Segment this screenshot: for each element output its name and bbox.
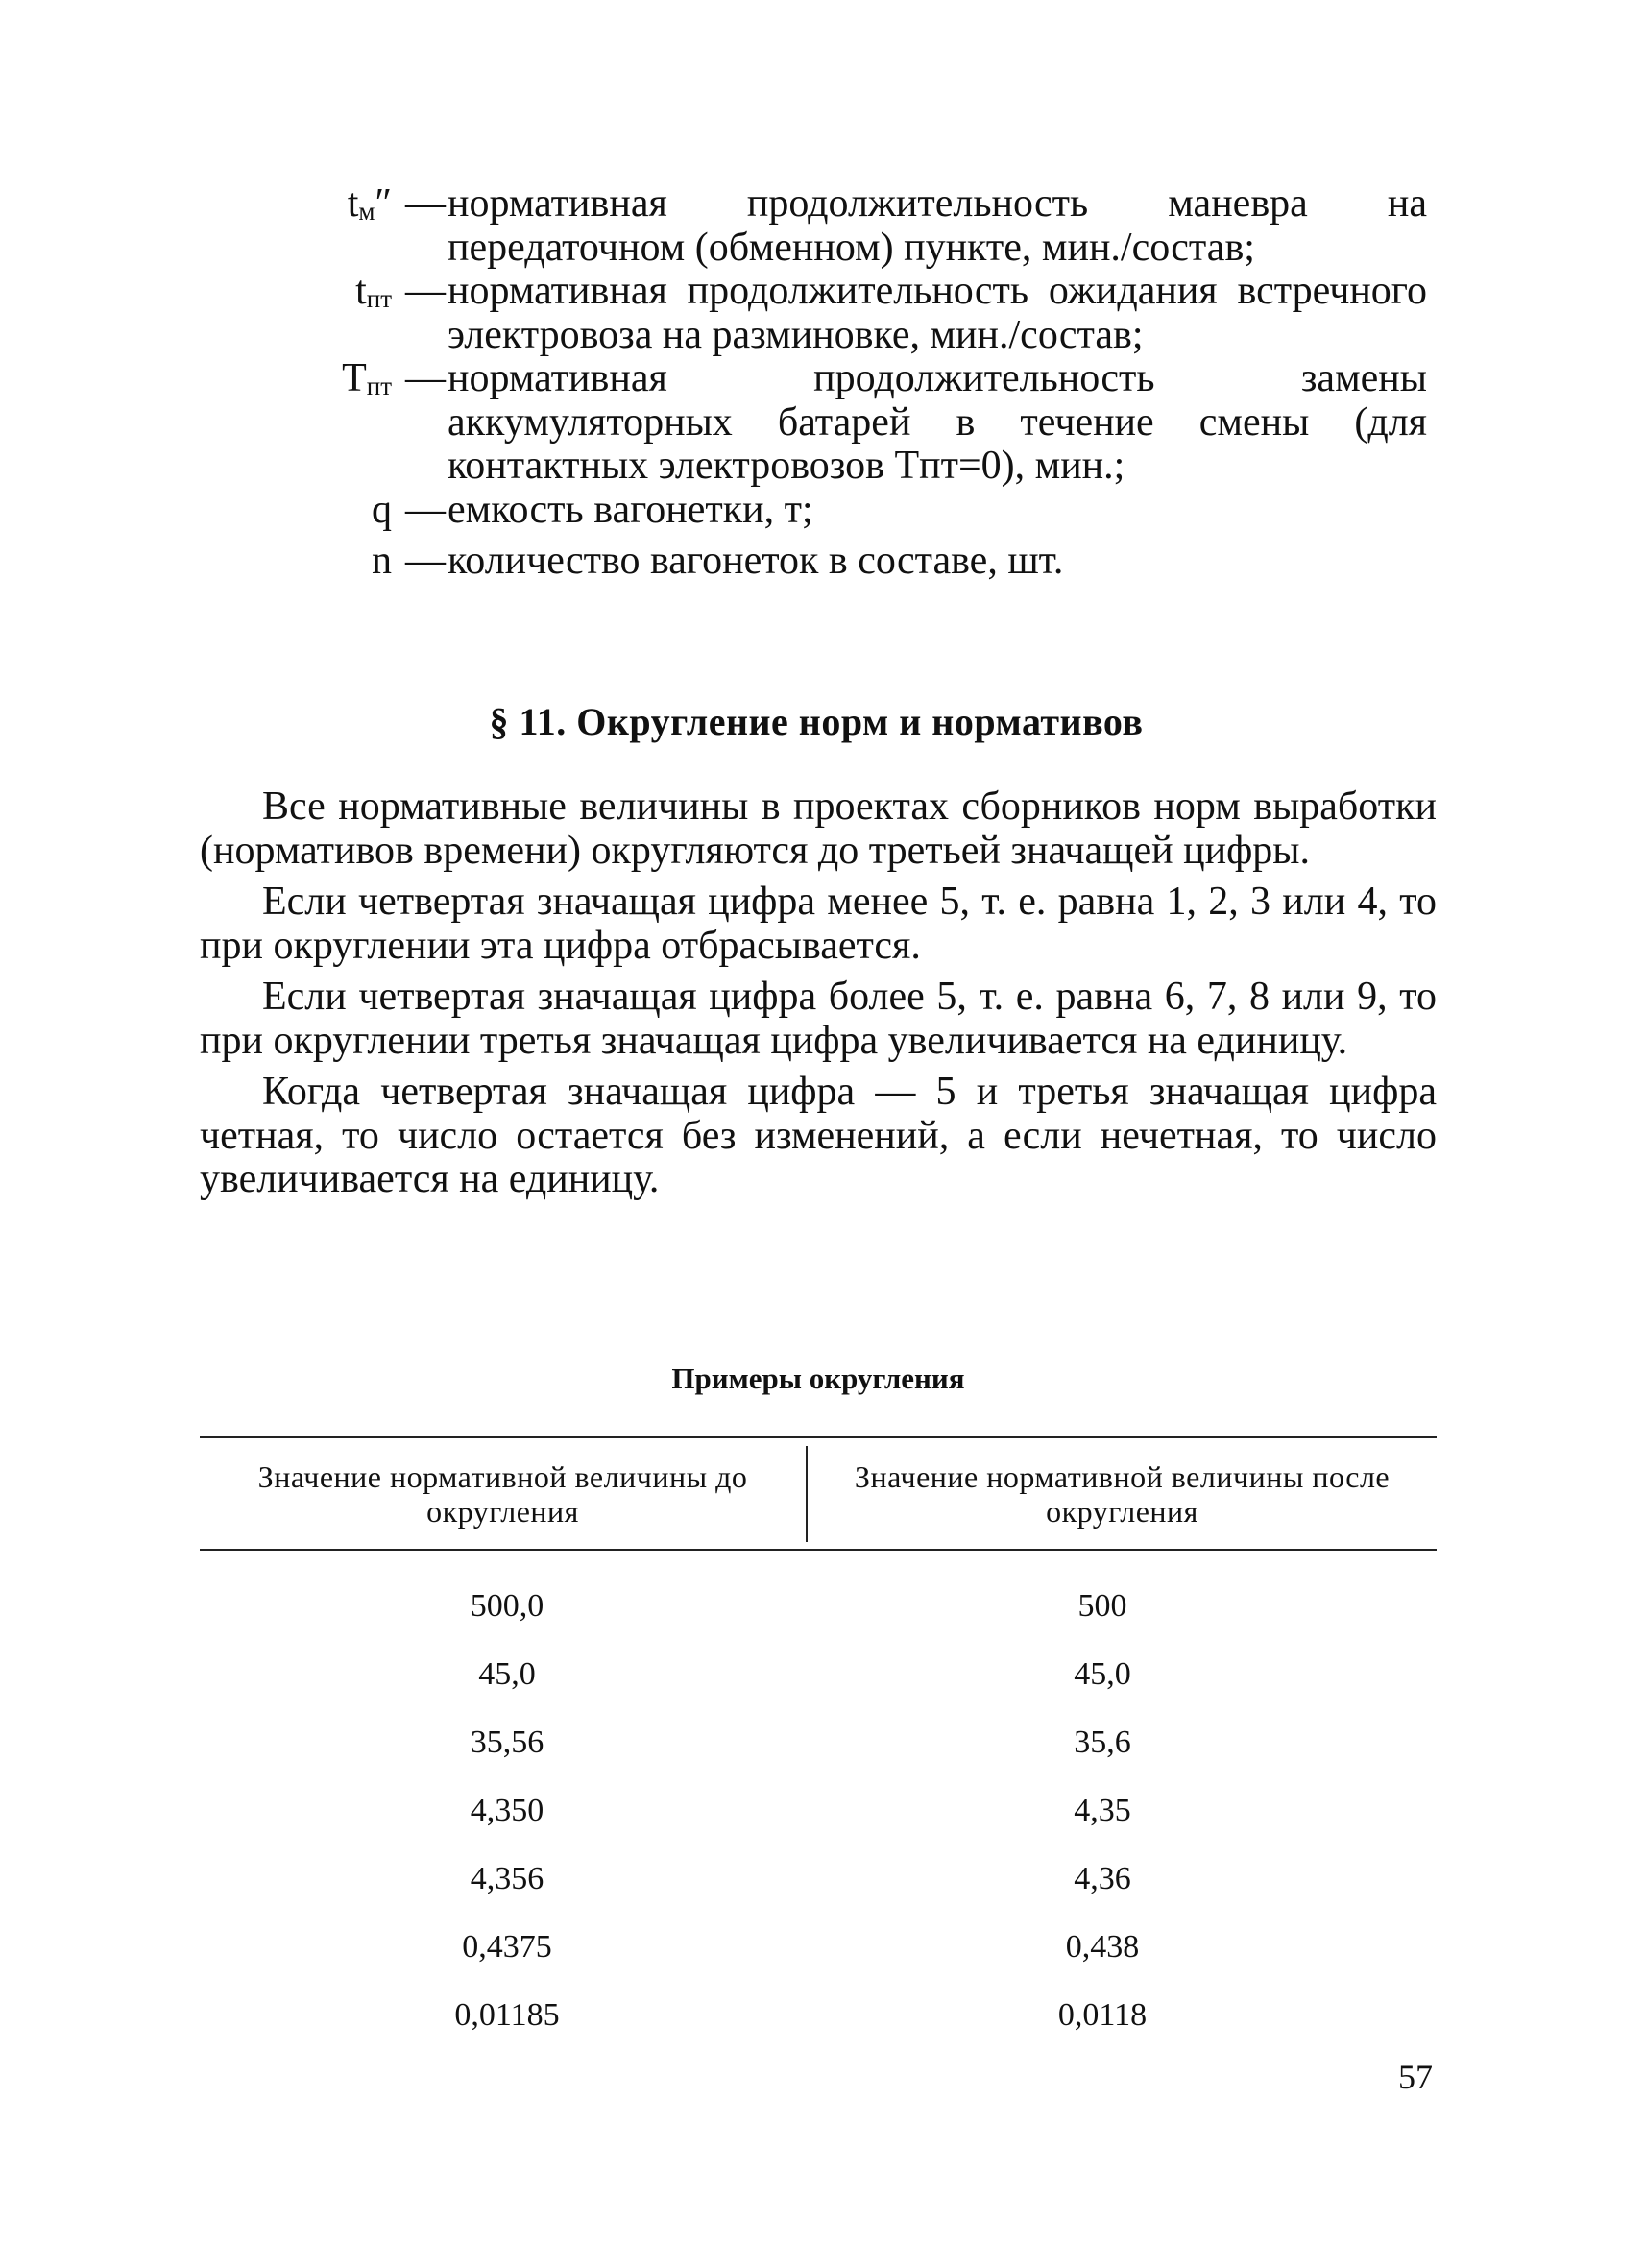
value-before: 0,01185 [454,1996,560,2033]
section-title: § 11. Округление норм и нормативов [489,700,1144,743]
table-row [200,1640,1437,1708]
table-row [200,1845,1437,1913]
value-before: 500,0 [470,1587,544,1624]
paragraph: Когда четвертая значащая цифра — 5 и третья значащая цифра четная, то число остается без изменений, а если нечетная, то число увеличивается на единицу. [200,1070,1437,1201]
definition-symbol: q [372,487,392,532]
definition-row [307,182,1440,270]
definition-dash: — [405,539,446,583]
definition-text: емкость вагонетки, т; [448,487,813,532]
section-body [200,785,1437,1210]
value-after: 35,6 [1074,1724,1131,1760]
definition-dash: — [405,356,446,400]
definition-row [307,270,1440,357]
table-row [200,1708,1437,1776]
paragraph: Если четвертая значащая цифра более 5, т. е. равна 6, 7, 8 или 9, то при округлении третья значащая цифра увеличивается на единицу. [200,975,1437,1063]
value-after: 0,0118 [1057,1996,1148,2033]
paragraph: Все нормативные величины в проектах сборников норм выработки (нормативов времени) округляются до третьей значащей цифры. [200,784,1437,873]
definition-dash: — [405,269,446,313]
definitions-list [307,182,1440,591]
definition-row [307,357,1440,489]
table-caption: Примеры округления [671,1362,965,1395]
table-row [200,1572,1437,1640]
rounding-table [200,1436,1437,2049]
definition-dash: — [405,487,446,532]
column-header-after-cell [806,1446,1437,1542]
value-before: 4,356 [470,1860,544,1896]
column-header-before: Значение нормативной величины до округления [257,1459,748,1529]
definition-symbol: tм″ [347,181,392,226]
definition-symbol: Tпт [342,356,392,400]
value-before: 4,350 [470,1792,544,1828]
definition-row [307,540,1440,591]
table-row [200,1981,1437,2049]
value-after: 4,35 [1074,1792,1131,1828]
definition-symbol: tпт [355,269,392,313]
definition-text: нормативная продолжительность замены аккумуляторных батарей в течение смены (для контактных электровозов Tпт=0), мин.; [448,356,1427,488]
value-after: 500 [1077,1587,1127,1624]
definition-dash: — [405,181,446,226]
table-row [200,1776,1437,1845]
value-before: 0,4375 [462,1928,552,1965]
table-body [200,1551,1437,2049]
definition-symbol: n [372,539,392,583]
table-header [200,1438,1437,1549]
column-header-after: Значение нормативной величины после округления [854,1459,1391,1529]
page-number: 57 [1398,2058,1433,2096]
paragraph: Если четвертая значащая цифра менее 5, т. е. равна 1, 2, 3 или 4, то при округлении эта цифра отбрасывается. [200,880,1437,968]
value-before: 45,0 [478,1655,536,1692]
definition-row [307,489,1440,541]
definition-text: количество вагонеток в составе, шт. [448,539,1064,583]
definition-text: нормативная продолжительность ожидания встречного электровоза на разминовке, мин./состав; [448,269,1427,357]
value-after: 4,36 [1074,1860,1131,1896]
value-before: 35,56 [470,1724,544,1760]
definition-text: нормативная продолжительность маневра на передаточном (обменном) пункте, мин./состав; [448,181,1427,270]
table-row [200,1913,1437,1981]
value-after: 45,0 [1074,1655,1131,1692]
value-after: 0,438 [1065,1928,1140,1965]
